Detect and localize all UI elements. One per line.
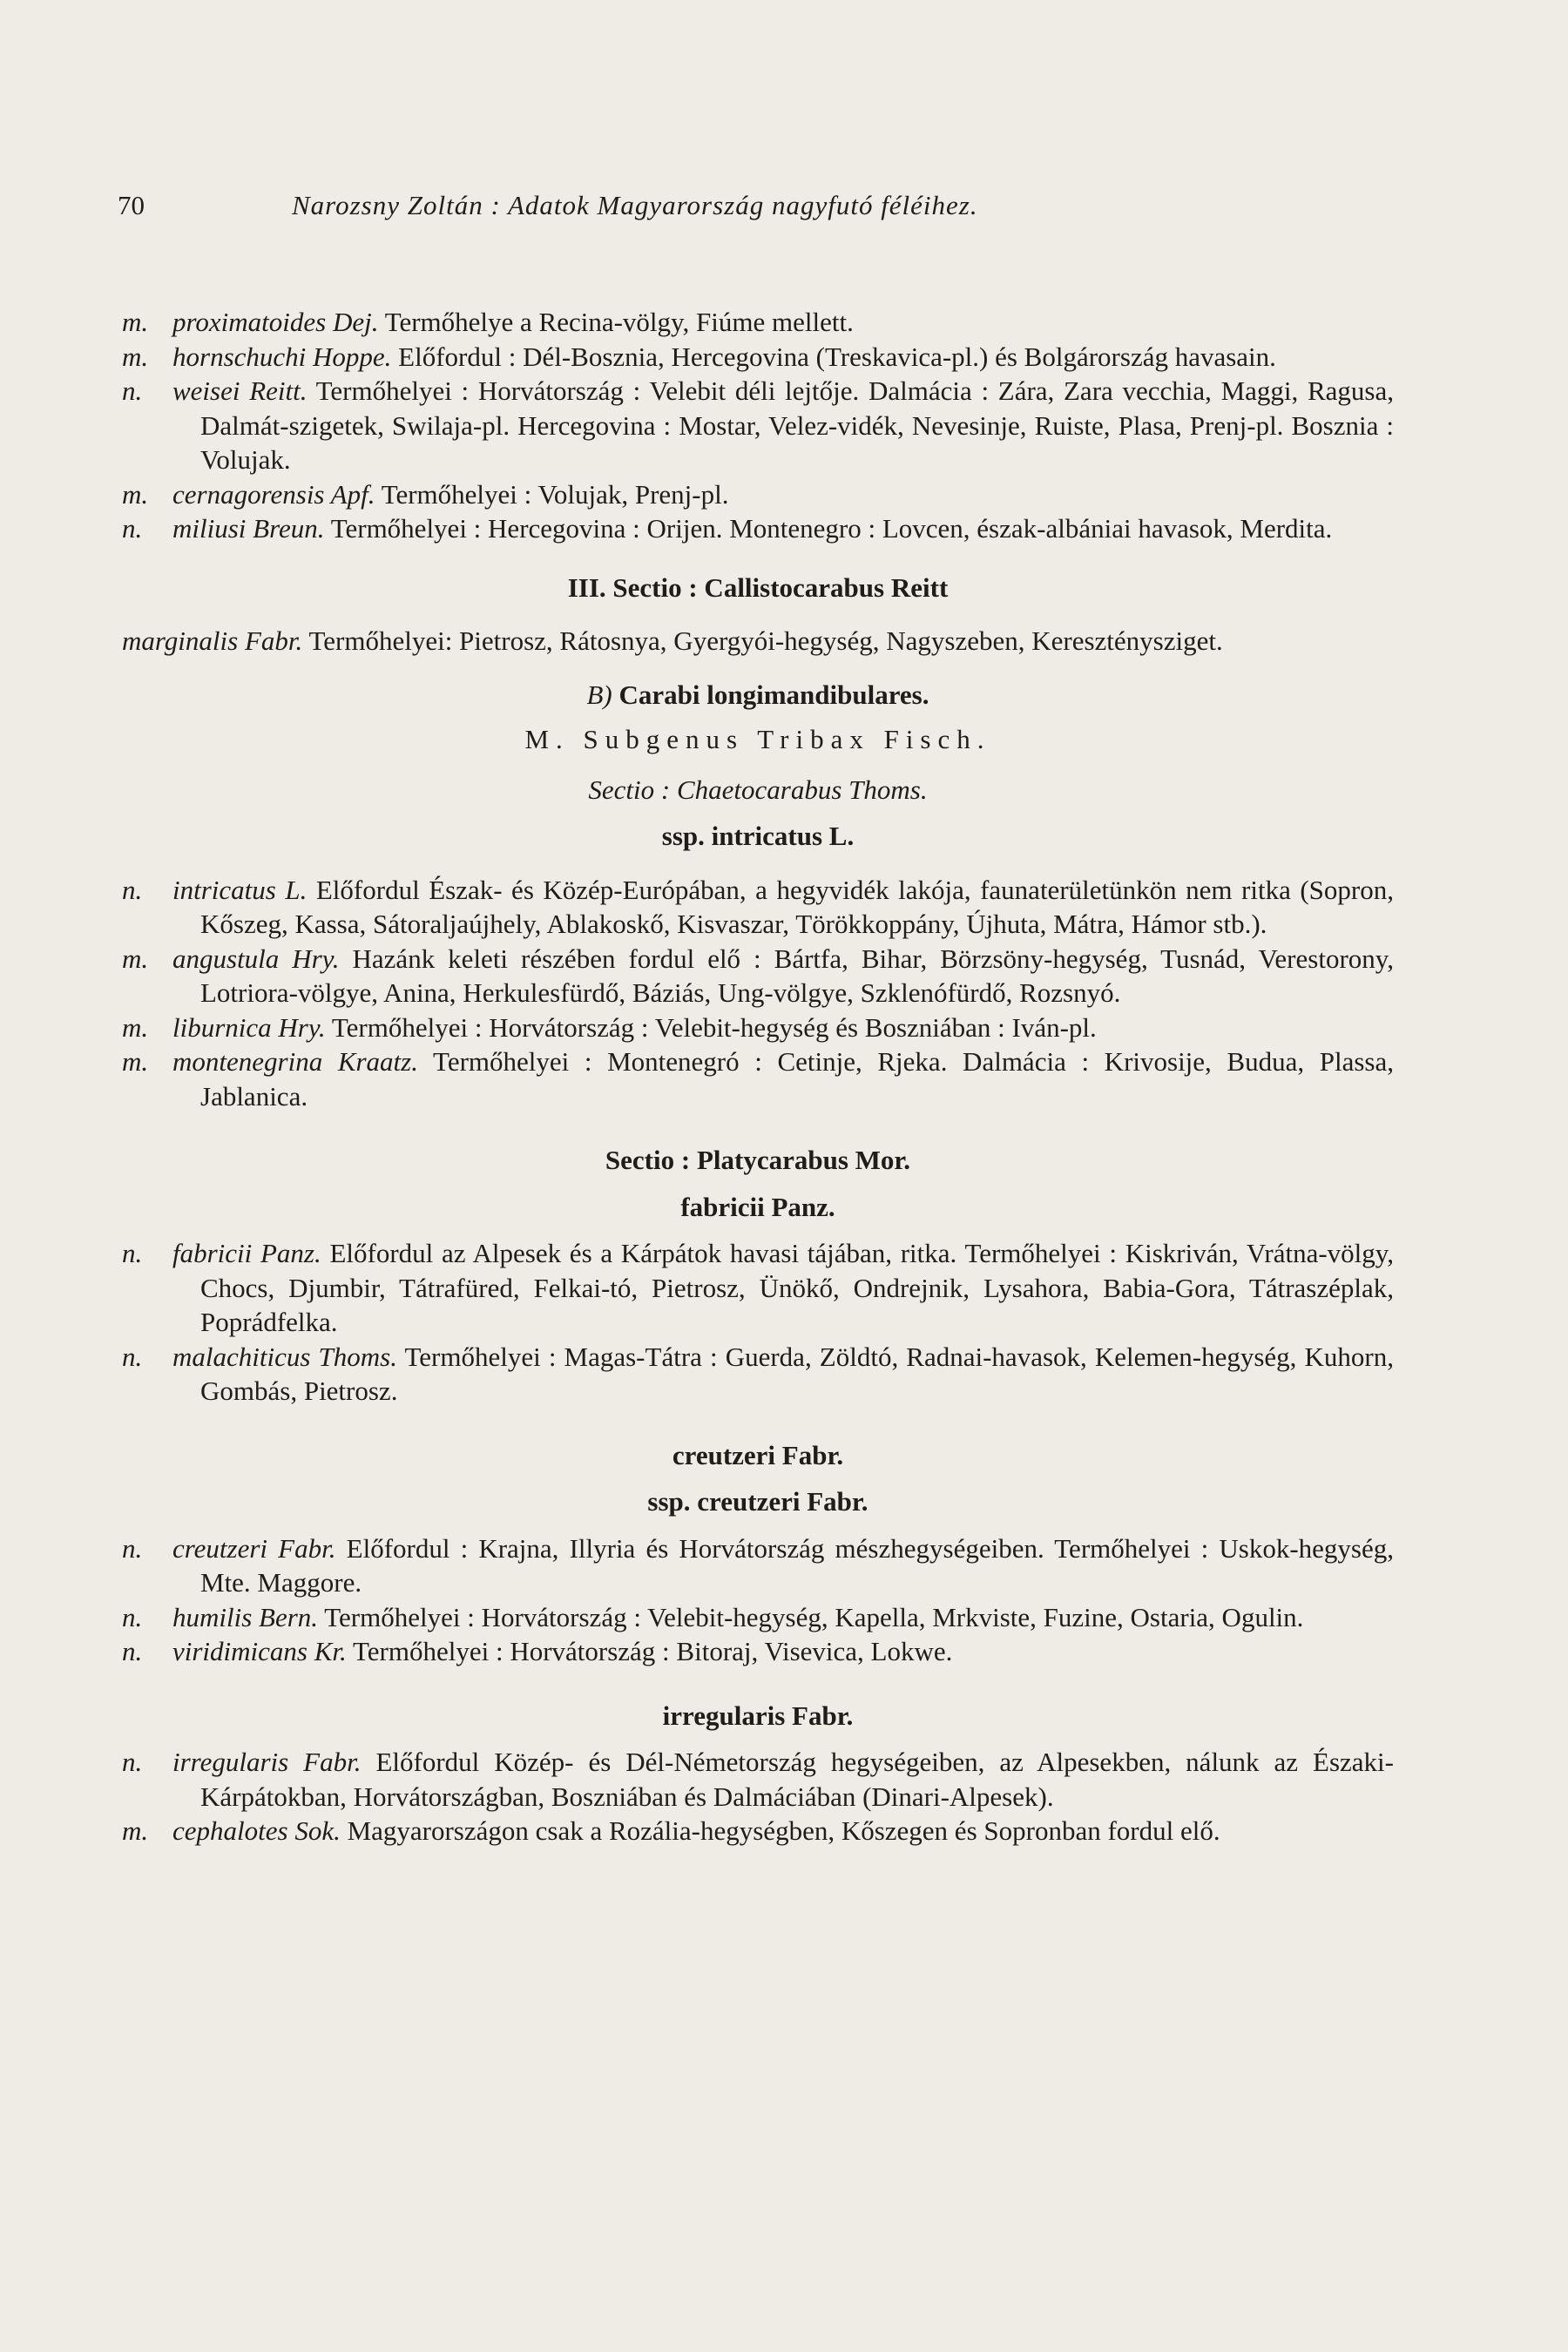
group-heading	[122, 678, 1394, 713]
entry-text: Termőhelyei : Horvátország : Bitoraj, Visevica, Lokwe.	[353, 1636, 953, 1666]
group-name: Carabi longimandibulares.	[618, 679, 929, 710]
ssp-heading: ssp. intricatus L.	[661, 821, 855, 851]
rank-marker: m.	[122, 1815, 149, 1846]
entry-text: Termőhelyei : Montenegró : Cetinje, Rjeka. Dalmácia : Krivosije, Budua, Plassa, Jablanica.	[200, 1046, 1394, 1112]
rank-marker: n.	[122, 1238, 143, 1268]
rank-marker: n.	[122, 513, 143, 544]
list-item	[122, 477, 1394, 512]
rank-marker: m.	[122, 341, 149, 372]
rank-marker: m.	[122, 1011, 149, 1043]
taxon-name: weisei Reitt.	[172, 375, 308, 406]
list-item	[122, 340, 1394, 375]
ssp-heading: ssp. creutzeri Fabr.	[647, 1486, 868, 1517]
rank-marker: m.	[122, 943, 149, 974]
list-item	[122, 305, 1394, 340]
rank-marker: n.	[122, 1601, 143, 1632]
taxon-name: viridimicans Kr.	[172, 1636, 347, 1666]
rank-marker: n.	[122, 1747, 143, 1777]
rank-marker: m.	[122, 307, 149, 337]
taxon-name: intricatus L.	[172, 874, 308, 905]
entry-text: Termőhelyei : Volujak, Prenj-pl.	[381, 478, 729, 510]
entry-text: Termőhelyei : Hercegovina : Orijen. Montenegro : Lovcen, észak-albániai havasok, Merdita.	[330, 513, 1333, 544]
page-header	[118, 190, 1433, 221]
entry-text: Termőhelye a Recina-völgy, Fiúme mellett.	[384, 307, 854, 337]
list-item	[122, 1531, 1394, 1600]
list-item	[122, 1745, 1394, 1814]
taxon-name: cephalotes Sok.	[172, 1815, 341, 1846]
taxon-name: marginalis Fabr.	[122, 625, 303, 656]
taxon-name: fabricii Panz.	[172, 1238, 321, 1268]
running-title: Narozsny Zoltán : Adatok Magyarország nagyfutó féléihez.	[292, 190, 978, 220]
sectio-heading: Sectio : Chaetocarabus Thoms.	[588, 774, 928, 805]
taxon-name: malachiticus Thoms.	[172, 1341, 397, 1372]
list-item	[122, 1236, 1394, 1340]
entry-text: Előfordul : Krajna, Illyria és Horvátország mészhegységeiben. Termőhelyei : Uskok-hegység, Mte. Maggore.	[200, 1532, 1394, 1598]
entry-text: Termőhelyei : Magas-Tátra : Guerda, Zöldtó, Radnai-havasok, Kelemen-hegység, Kuhorn, Gombás, Pietrosz.	[200, 1341, 1394, 1406]
section-heading: III. Sectio : Callistocarabus Reitt	[567, 571, 949, 603]
sectio-heading: Sectio : Platycarabus Mor.	[605, 1145, 911, 1175]
list-item	[122, 1044, 1394, 1113]
list-item	[122, 1814, 1394, 1848]
rank-marker: n.	[122, 375, 143, 406]
species-heading: creutzeri Fabr.	[672, 1439, 844, 1470]
entry-list	[122, 873, 1394, 1114]
rank-marker: n.	[122, 874, 143, 905]
list-item	[122, 1340, 1394, 1409]
list-item	[122, 511, 1394, 546]
rank-marker: n.	[122, 1636, 143, 1666]
entry-text: Termőhelyei : Horvátország : Velebit déli lejtője. Dalmácia : Zára, Zara vecchia, Maggi, Ragusa, Dalmát-szigetek, Swilaja-pl. Hercegovina : Mostar, Velez-vidék, Nevesinje, Ruiste, Plasa, Prenj-pl. Bosznia : Volujak.	[200, 375, 1394, 475]
entry-text: Előfordul : Dél-Bosznia, Hercegovina (Treskavica-pl.) és Bolgárország havasain.	[398, 341, 1276, 372]
entry-list	[122, 1745, 1394, 1848]
species-heading: fabricii Panz.	[680, 1191, 835, 1222]
list-item	[122, 1634, 1394, 1669]
taxon-name: angustula Hry.	[172, 943, 340, 974]
list-item	[122, 942, 1394, 1010]
list-item	[122, 1010, 1394, 1045]
entry-list	[122, 1531, 1394, 1669]
list-item	[122, 873, 1394, 942]
rank-marker: n.	[122, 1532, 143, 1564]
taxon-name: miliusi Breun.	[172, 513, 325, 544]
entry-text: Termőhelyei : Horvátország : Velebit-hegység és Boszniában : Iván-pl.	[331, 1011, 1097, 1043]
taxon-name: humilis Bern.	[172, 1601, 319, 1632]
entry-text: Hazánk keleti részében fordul elő : Bártfa, Bihar, Börzsöny-hegység, Tusnád, Verestorony, Lotriora-völgye, Anina, Herkulesfürdő, Báziás, Ung-völgye, Szklenófürdő, Rozsnyó.	[200, 943, 1394, 1008]
entry-list	[122, 305, 1394, 546]
subgenus-heading: M. Subgenus Tribax Fisch.	[524, 724, 991, 754]
taxon-name: creutzeri Fabr.	[172, 1532, 336, 1564]
entry-text: Előfordul Közép- és Dél-Németország hegységeiben, az Alpesekben, nálunk az Északi-Kárpátokban, Horvátországban, Boszniában és Dalmáciában (Dinari-Alpesek).	[200, 1747, 1394, 1812]
entry-text: Előfordul Észak- és Közép-Európában, a hegyvidék lakója, faunaterületünkön nem ritka (Sopron, Kőszeg, Kassa, Sátoraljaújhely, Ablakoskő, Kisvaszar, Törökkoppány, Újhuta, Mátra, Hámor stb.).	[200, 874, 1394, 939]
taxon-name: cernagorensis Apf.	[172, 478, 375, 510]
entry-text: Előfordul az Alpesek és a Kárpátok havasi tájában, ritka. Termőhelyei : Kiskriván, Vrátna-völgy, Chocs, Djumbir, Tátrafüred, Felkai-tó, Pietrosz, Ünökő, Ondrejnik, Lysahora, Babia-Gora, Tátraszéplak, Poprádfelka.	[200, 1238, 1395, 1337]
group-letter: B)	[586, 679, 612, 710]
page-number: 70	[118, 190, 145, 220]
taxon-name: proximatoides Dej.	[172, 307, 379, 337]
taxon-name: montenegrina Kraatz.	[172, 1046, 418, 1077]
list-item	[122, 374, 1394, 477]
page-body	[122, 305, 1394, 1848]
taxon-name: liburnica Hry.	[172, 1011, 326, 1043]
rank-marker: n.	[122, 1341, 143, 1372]
taxon-name: irregularis Fabr.	[172, 1747, 362, 1777]
entry-text: Termőhelyei : Horvátország : Velebit-hegység, Kapella, Mrkviste, Fuzine, Ostaria, Ogulin.	[324, 1601, 1304, 1632]
rank-marker: m.	[122, 1046, 149, 1077]
entry-text: Termőhelyei: Pietrosz, Rátosnya, Gyergyói-hegység, Nagyszeben, Kereszténysziget.	[308, 625, 1223, 656]
taxon-name: hornschuchi Hoppe.	[172, 341, 392, 372]
entry-text: Magyarországon csak a Rozália-hegységben, Kőszegen és Sopronban fordul elő.	[347, 1815, 1220, 1846]
species-heading: irregularis Fabr.	[662, 1700, 854, 1731]
list-item	[122, 624, 1394, 659]
entry-list	[122, 1236, 1394, 1409]
list-item	[122, 1600, 1394, 1635]
rank-marker: m.	[122, 478, 149, 510]
